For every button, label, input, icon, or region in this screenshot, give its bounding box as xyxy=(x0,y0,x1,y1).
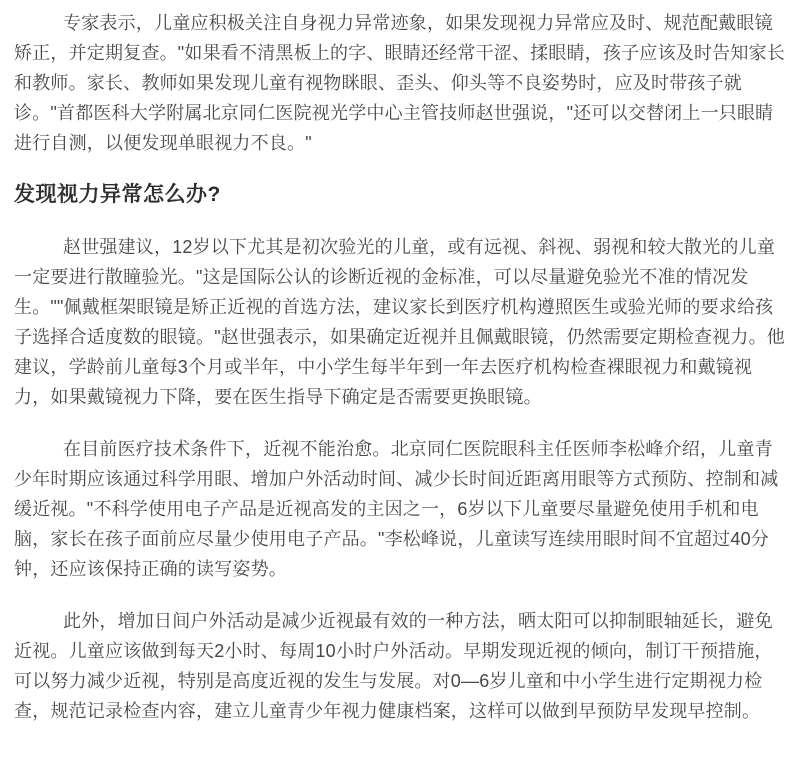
body-paragraph-2: 在目前医疗技术条件下，近视不能治愈。北京同仁医院眼科主任医师李松峰介绍，儿童青少年时期应该通过科学用眼、增加户外活动时间、减少长时间近距离用眼等方式预防、控制和减缓近视。"不科学使用电子产品是近视高发的主因之一，6岁以下儿童要尽量避免使用手机和电脑，家长在孩子面前应尽量少使用电子产品。"李松峰说，儿童读写连续用眼时间不宜超过40分钟，还应该保持正确的读写姿势。 xyxy=(14,439,779,579)
intro-paragraph: 专家表示，儿童应积极关注自身视力异常迹象，如果发现视力异常应及时、规范配戴眼镜矫正，并定期复查。"如果看不清黑板上的字、眼睛还经常干涩、揉眼睛，孩子应该及时告知家长和教师。家长、教师如果发现儿童有视物眯眼、歪头、仰头等不良姿势时，应及时带孩子就诊。"首都医科大学附属北京同仁医院视光学中心主管技师赵世强说，"还可以交替闭上一只眼睛进行自测，以便发现单眼视力不良。" xyxy=(14,13,785,153)
body-paragraph-3: 此外，增加日间户外活动是减少近视最有效的一种方法，晒太阳可以抑制眼轴延长，避免近视。儿童应该做到每天2小时、每周10小时户外活动。早期发现近视的倾向，制订干预措施，可以努力减少近视，特别是高度近视的发生与发展。对0—6岁儿童和中小学生进行定期视力检查，规范记录检查内容，建立儿童青少年视力健康档案，这样可以做到早预防早发现早控制。 xyxy=(14,611,773,721)
body-paragraph-1: 赵世强建议，12岁以下尤其是初次验光的儿童，或有远视、斜视、弱视和较大散光的儿童一定要进行散瞳验光。"这是国际公认的诊断近视的金标准，可以尽量避免验光不准的情况发生。""佩戴框架眼镜是矫正近视的首选方法，建议家长到医疗机构遵照医生或验光师的要求给孩子选择合适度数的眼镜。"赵世强表示，如果确定近视并且佩戴眼镜，仍然需要定期检查视力。他建议，学龄前儿童每3个月或半年，中小学生每半年到一年去医疗机构检查裸眼视力和戴镜视力，如果戴镜视力下降，要在医生指导下确定是否需要更换眼镜。 xyxy=(14,237,785,407)
section-heading: 发现视力异常怎么办? xyxy=(14,183,221,206)
